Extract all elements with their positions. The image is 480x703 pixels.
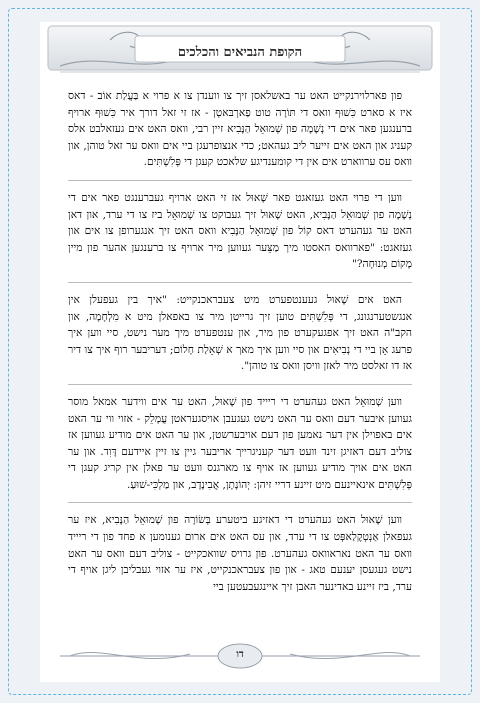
paragraph-2: ווען די פרוי האט געזאגט פאר שָׁאוּל אז זי האט ארויף געברענגט פאר אים די נְשָׁמָה פון שְׁמוּאֵל הַנָּבִיא, האט שָׁאוּל זיך געבוקט צו שְׁמוּאֵל ביז צו די ערד, און דאן האט ער געהערט דאס קוֹל פון שְׁמוּאֵל הַנָּבִיא וואס האט זיך אנגערופן צו אים און געזאגט: "פארוואס האסטו מיך מַצֵּער געווען מיר ארויף צו ברענגען אהער פון מיין מָקוֹם מְנוּחָה?": [68, 191, 412, 271]
running-header-title: הקופת הנביאים והכלכים: [177, 45, 303, 60]
paragraph-3: האט אים שָׁאוּל געענטפערט מיט צעבראכנקייט: "איך בין געפעלן אין אנגשטערנגונג, די פְּלִשְׁתִּים טוען זיך גרייטן מיר צו באפאלן מיט א מִלְחָמָה, און הקב"ה האט זיך אפגעקערט פון מיר, און ענטפערט מיך מער נישט, סיי ווען איך פרעג אָן ביי די נְבִיאִים און סיי ווען איך מאך א שְׁאֵלַת חָלוֹם; דעריבער רוף איך צו דיר אז דו זאלסט מיר לאזן וויסן וואס צו טוהן".: [68, 293, 412, 373]
paragraph-divider: [68, 180, 412, 181]
paragraph-divider: [68, 282, 412, 283]
paragraph-divider: [68, 502, 412, 503]
book-page: [40, 22, 440, 682]
paragraph-5: ווען שָׁאוּל האט געהערט די דאזיגע ביטערע בְּשׂוֹרָה פון שְׁמוּאֵל הַנָּבִיא, איז ער געפאלן אַנְטְקֶלַאפְּט צו די ערד, און עס האט אים ארום גענומען א פחד פון די ריייד וואס ער האט נאראוואס געהערט. פון גרויס שוואכקייט - צוליב דעם וואס ער האט נישט געגעסן יענעם טאג - און פון צעבראכנקייט, איז ער אזוי געבליבן ליגן אויף די ערד, ביז זיינע באדינער האבן זיך איינגעבעטען ביי: [68, 514, 412, 593]
page-footer: [40, 634, 440, 682]
paragraph-4: ווען שְׁמוּאֵל האט געהערט די ריייד פון שָׁאוּל, האט ער אים ווידער אמאל מוסר געווען איבער דעם וואס ער האט נישט געגעבן אויסגעראטן עֲמָלֵק - אזוי ווי ער האט אים באפוילן אין דער נאמען פון דעם אויבערשטן, און ער האט אים מודיע געווען אז צוליב דעם דאזיגן זינד וועט דער קעניגרייך אריבער גיין צו זיין איידעם דָּוִד. און ער האט אים אויך מודיע געווען אז אויף צו מארגנס וועט ער פאלן אין קריג קעגן די פְּלִשְׁתִּים אינאיינעם מיט זיינע דריי זיהן: יְהוֹנָתָן, אֲבִינָדָב, און מַלְכִּי-שׁוּעַ.: [68, 395, 412, 491]
page-number: דו: [236, 649, 244, 660]
body-text: [68, 88, 412, 595]
page-header: [40, 22, 440, 84]
paragraph-divider: [68, 384, 412, 385]
paragraph-1: פון פארלוירנקייט האט ער באשלאסן זיך צו ווענדן צו א פרוי א בַּעֲלַת אוֹב - דאס איז א סארט כִּשׁוּף וואס די תּוֹרָה טוט פַארְבּאטְן - אז זי זאל דורך איר כִּשׁוּף ארויף ברענגען פאר אים די נְשָׁמָה פון שְׁמוּאֵל הַנָּבִיא זיין רבי, וואס האט אים געזאלבט אלס קעניג און האט אים זייער ליב געהאט; כדי אנצופרעגן ביי אים וואס ער זאל טוהן, און וואס עס ערווארט אים אין די קומענדיגע שלאכט קעגן די פְּלִשְׁתִּים.: [68, 90, 412, 169]
